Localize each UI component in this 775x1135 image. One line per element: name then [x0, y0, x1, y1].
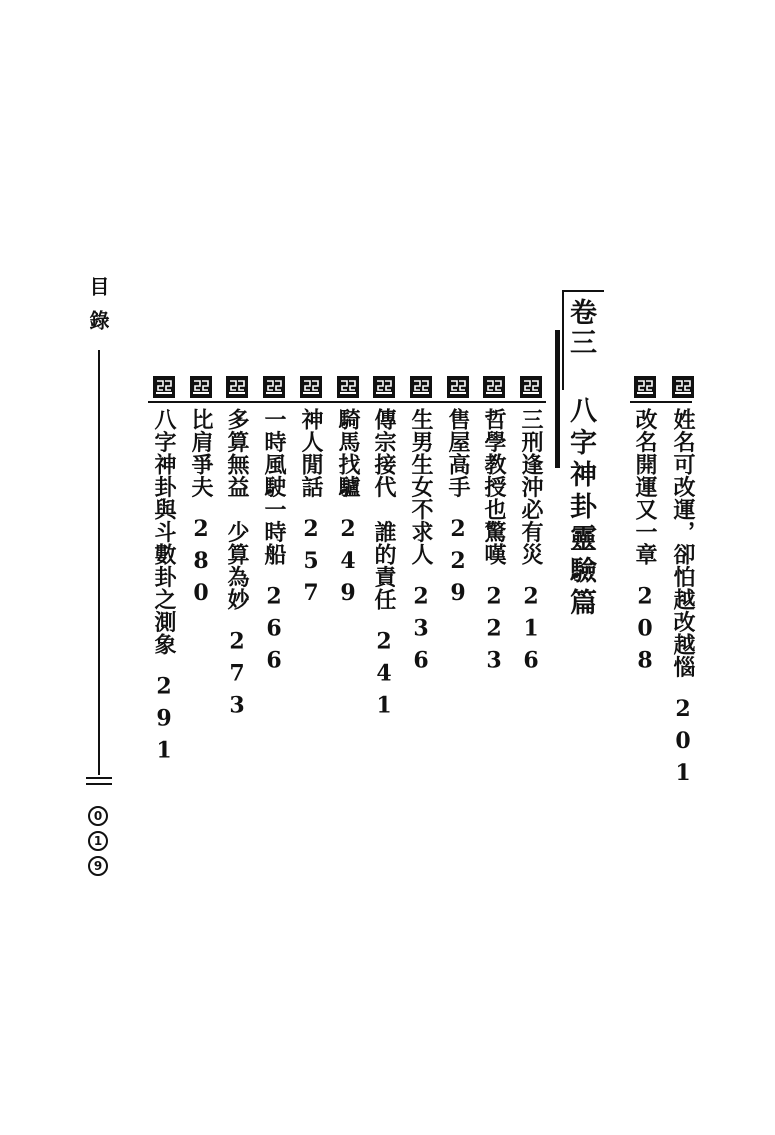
- section-label: 目錄: [86, 276, 110, 344]
- toc-entry-page: 273: [224, 628, 250, 725]
- toc-entry-title: 一時風駛一時船: [261, 408, 287, 566]
- fret-pattern-icon: [190, 376, 212, 398]
- toc-entry-page: 241: [371, 628, 397, 725]
- volume-title: 八字神卦靈驗篇: [565, 396, 596, 620]
- page-digit: 9: [88, 856, 108, 876]
- side-rule-cap-2: [86, 783, 112, 785]
- toc-entry-title: 生男生女不求人: [408, 408, 434, 566]
- toc-entry-title: 比肩爭夫: [188, 408, 214, 498]
- side-rule: [98, 350, 100, 775]
- volume-number: 卷三: [565, 298, 596, 358]
- toc-entry-page: 223: [481, 583, 507, 680]
- toc-entry-title: 傳宗接代 誰的責任: [371, 408, 397, 611]
- side-rule-cap-1: [86, 777, 112, 779]
- toc-entry[interactable]: [226, 408, 248, 725]
- fret-pattern-icon: [447, 376, 469, 398]
- toc-entry-title: 姓名可改運，卻怕越改越惱: [670, 408, 696, 678]
- toc-entry-title: 騎馬找驢: [335, 408, 361, 498]
- toc-entry-page: 257: [298, 516, 324, 612]
- fret-pattern-icon: [263, 376, 285, 398]
- toc-entry-title: 售屋高手: [445, 408, 471, 498]
- header-rule-right: [630, 401, 692, 403]
- toc-entry-title: 八字神卦與斗數卦之測象: [151, 408, 177, 656]
- toc-entry-page: 249: [335, 516, 361, 612]
- toc-entry-title: 三刑逢沖必有災: [518, 408, 544, 566]
- fret-pattern-icon: [672, 376, 694, 398]
- toc-entry[interactable]: [410, 408, 432, 680]
- page-digit: 0: [88, 806, 108, 826]
- fret-pattern-icon: [410, 376, 432, 398]
- toc-entry-page: 208: [632, 583, 658, 680]
- toc-entry[interactable]: [634, 408, 656, 680]
- toc-entry[interactable]: [153, 408, 175, 770]
- fret-pattern-icon: [226, 376, 248, 398]
- toc-entry-page: 236: [408, 583, 434, 680]
- toc-entry[interactable]: [337, 408, 359, 612]
- fret-pattern-icon: [520, 376, 542, 398]
- toc-entry[interactable]: [300, 408, 322, 612]
- page-digit: 1: [88, 831, 108, 851]
- toc-entry-title: 神人閒話: [298, 408, 324, 498]
- toc-entry-title: 哲學教授也驚嘆: [481, 408, 507, 566]
- toc-entry[interactable]: [520, 408, 542, 680]
- fret-pattern-icon: [373, 376, 395, 398]
- header-rule-left: [148, 401, 546, 403]
- toc-entry[interactable]: [447, 408, 469, 612]
- fret-pattern-icon: [634, 376, 656, 398]
- toc-entry-page: 291: [151, 673, 177, 770]
- toc-entry-page: 266: [261, 583, 287, 680]
- toc-entry[interactable]: [373, 408, 395, 725]
- toc-entry[interactable]: [483, 408, 505, 680]
- fret-pattern-icon: [483, 376, 505, 398]
- toc-entry-page: 201: [670, 696, 696, 792]
- toc-entry-title: 改名開運又一章: [632, 408, 658, 566]
- toc-entry[interactable]: [672, 408, 694, 792]
- fret-pattern-icon: [300, 376, 322, 398]
- volume-box-left: [562, 290, 564, 390]
- fret-pattern-icon: [153, 376, 175, 398]
- fret-pattern-icon: [337, 376, 359, 398]
- volume-bar: [555, 330, 560, 468]
- volume-box-top: [562, 290, 604, 292]
- toc-entry-title: 多算無益 少算為妙: [224, 408, 250, 611]
- toc-entry-page: 229: [445, 516, 471, 612]
- toc-entry-page: 280: [188, 516, 214, 612]
- toc-entry-page: 216: [518, 583, 544, 680]
- toc-entry[interactable]: [263, 408, 285, 680]
- toc-entry[interactable]: [190, 408, 212, 612]
